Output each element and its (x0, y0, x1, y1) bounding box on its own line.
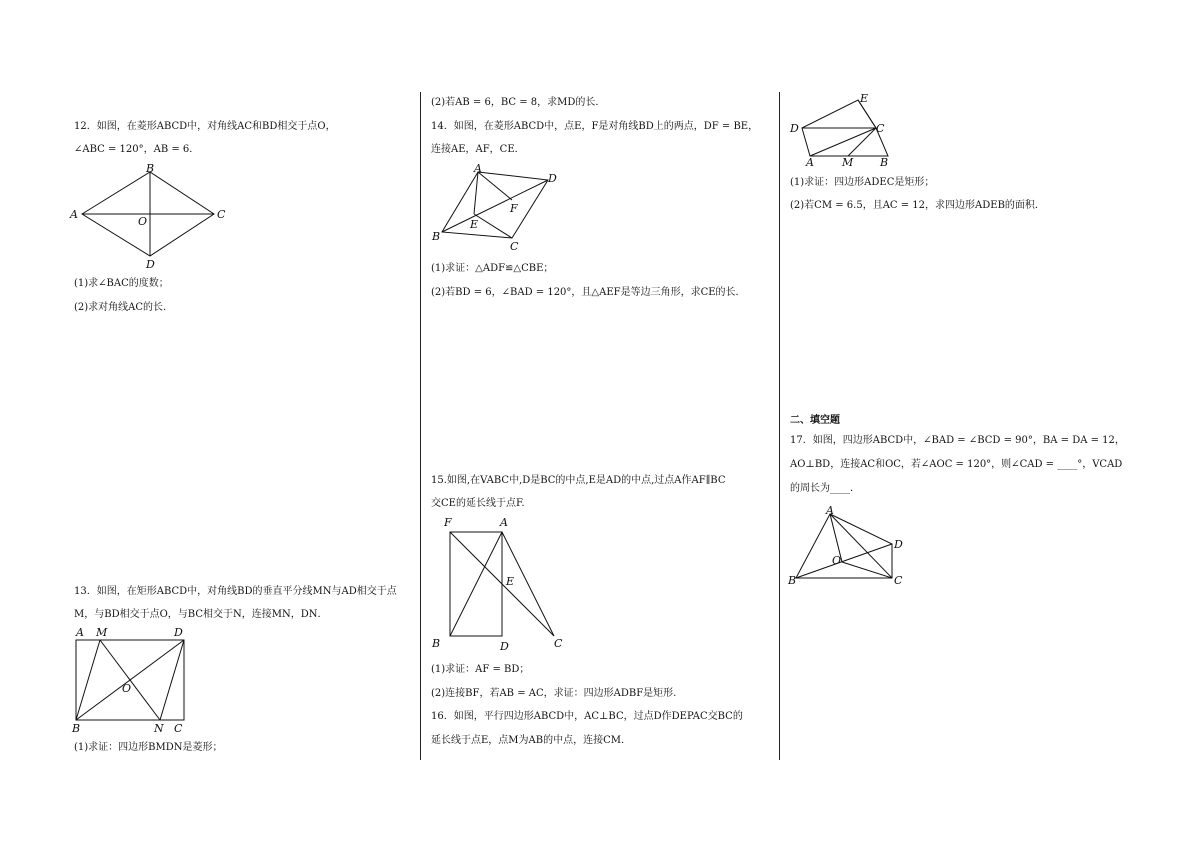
q17-label-c: C (894, 574, 903, 587)
q17-label-o: O (832, 554, 842, 567)
q13-label-n: N (154, 722, 164, 735)
q14-rhombus-figure (428, 162, 564, 256)
q14-label-e: E (470, 218, 479, 231)
q14-label-d: D (548, 172, 557, 185)
q15-label-c: C (554, 637, 563, 650)
q13-label-d: D (174, 626, 183, 639)
q16-part2: (2)若CM = 6.5，且AC = 12，求四边形ADEB的面积． (790, 200, 1045, 211)
q16-label-m: M (842, 156, 854, 169)
q13-label-c: C (174, 722, 183, 735)
q16-stem-line1: 16．如图，平行四边形ABCD中，AC⊥BC，过点D作DEPAC交BC的 (431, 711, 743, 722)
q13-label-o: O (122, 682, 132, 695)
q13-label-b: B (72, 722, 81, 735)
q13-label-m: M (96, 626, 108, 639)
q16-label-c: C (876, 122, 885, 135)
q14-label-b: B (432, 230, 441, 243)
q17-label-b: B (788, 574, 797, 587)
q16-stem-line2: 延长线于点E，点M为AB的中点，连接CM． (431, 735, 631, 746)
column-divider-2 (779, 92, 780, 760)
q17-stem-line1: 17．如图，四边形ABCD中，∠BAD = ∠BCD = 90°，BA = DA = 12， (790, 435, 1125, 446)
q16-figure (788, 90, 898, 170)
q14-stem-line2: 连接AE，AF，CE． (431, 144, 525, 155)
q17-label-a: A (826, 504, 834, 517)
q13-part2: (2)若AB = 6，BC = 8，求MD的长． (431, 97, 606, 108)
q12-stem-line1: 12．如图，在菱形ABCD中，对角线AC和BD相交于点O， (74, 121, 336, 132)
q14-part2: (2)若BD = 6，∠BAD = 120°，且△AEF是等边三角形，求CE的长． (431, 287, 746, 298)
q14-label-a: A (474, 162, 482, 175)
q12-label-d: D (146, 258, 155, 271)
q12-stem-line2: ∠ABC = 120°，AB = 6． (74, 144, 200, 155)
q15-stem-line2: 交CE的延长线于点F. (431, 498, 525, 509)
q14-part1: (1)求证：△ADF≌△CBE； (431, 263, 554, 274)
q17-stem-line2: AO⊥BD，连接AC和OC，若∠AOC = 120°，则∠CAD = ____°，VCAD (790, 459, 1123, 470)
q12-rhombus-figure (66, 162, 236, 270)
q12-part2: (2)求对角线AC的长． (74, 302, 174, 313)
q17-label-d: D (894, 538, 903, 551)
q15-part2: (2)连接BF，若AB = AC，求证：四边形ADBF是矩形. (431, 688, 677, 699)
q12-label-b: B (146, 162, 155, 175)
q16-label-d: D (790, 122, 799, 135)
q17-stem-line3: 的周长为____． (790, 483, 860, 494)
q12-label-a: A (70, 208, 78, 221)
q15-label-a: A (500, 516, 508, 529)
q16-label-a: A (806, 156, 814, 169)
q13-stem-line2: M，与BD相交于点O，与BC相交于N，连接MN，DN． (74, 609, 328, 620)
q17-figure (786, 502, 916, 592)
q16-label-b: B (880, 156, 889, 169)
q13-part1: (1)求证：四边形BMDN是菱形； (74, 742, 223, 753)
q12-label-c: C (217, 208, 226, 221)
q15-label-d: D (500, 640, 509, 653)
q13-stem-line1: 13．如图，在矩形ABCD中，对角线BD的垂直平分线MN与AD相交于点 (74, 586, 397, 597)
q15-part1: (1)求证：AF = BD； (431, 664, 530, 675)
q16-label-e: E (860, 92, 869, 105)
q15-label-b: B (432, 637, 441, 650)
q15-label-e: E (506, 575, 515, 588)
q15-figure (426, 514, 576, 654)
q12-label-o: O (138, 215, 148, 228)
section-title: 二、填空题 (790, 415, 840, 426)
q14-stem-line1: 14．如图，在菱形ABCD中，点E，F是对角线BD上的两点，DF = BE， (431, 121, 759, 132)
q16-part1: (1)求证：四边形ADEC是矩形； (790, 177, 935, 188)
q12-part1: (1)求∠BAC的度数； (74, 278, 169, 289)
q15-label-f: F (444, 516, 452, 529)
q13-rectangle-figure (66, 624, 196, 736)
q14-label-c: C (510, 240, 519, 253)
q14-label-f: F (510, 202, 518, 215)
column-divider-1 (420, 92, 421, 760)
q15-stem-line1: 15.如图,在VABC中,D是BC的中点,E是AD的中点,过点A作AF∥BC (431, 475, 726, 486)
q13-label-a: A (76, 626, 84, 639)
